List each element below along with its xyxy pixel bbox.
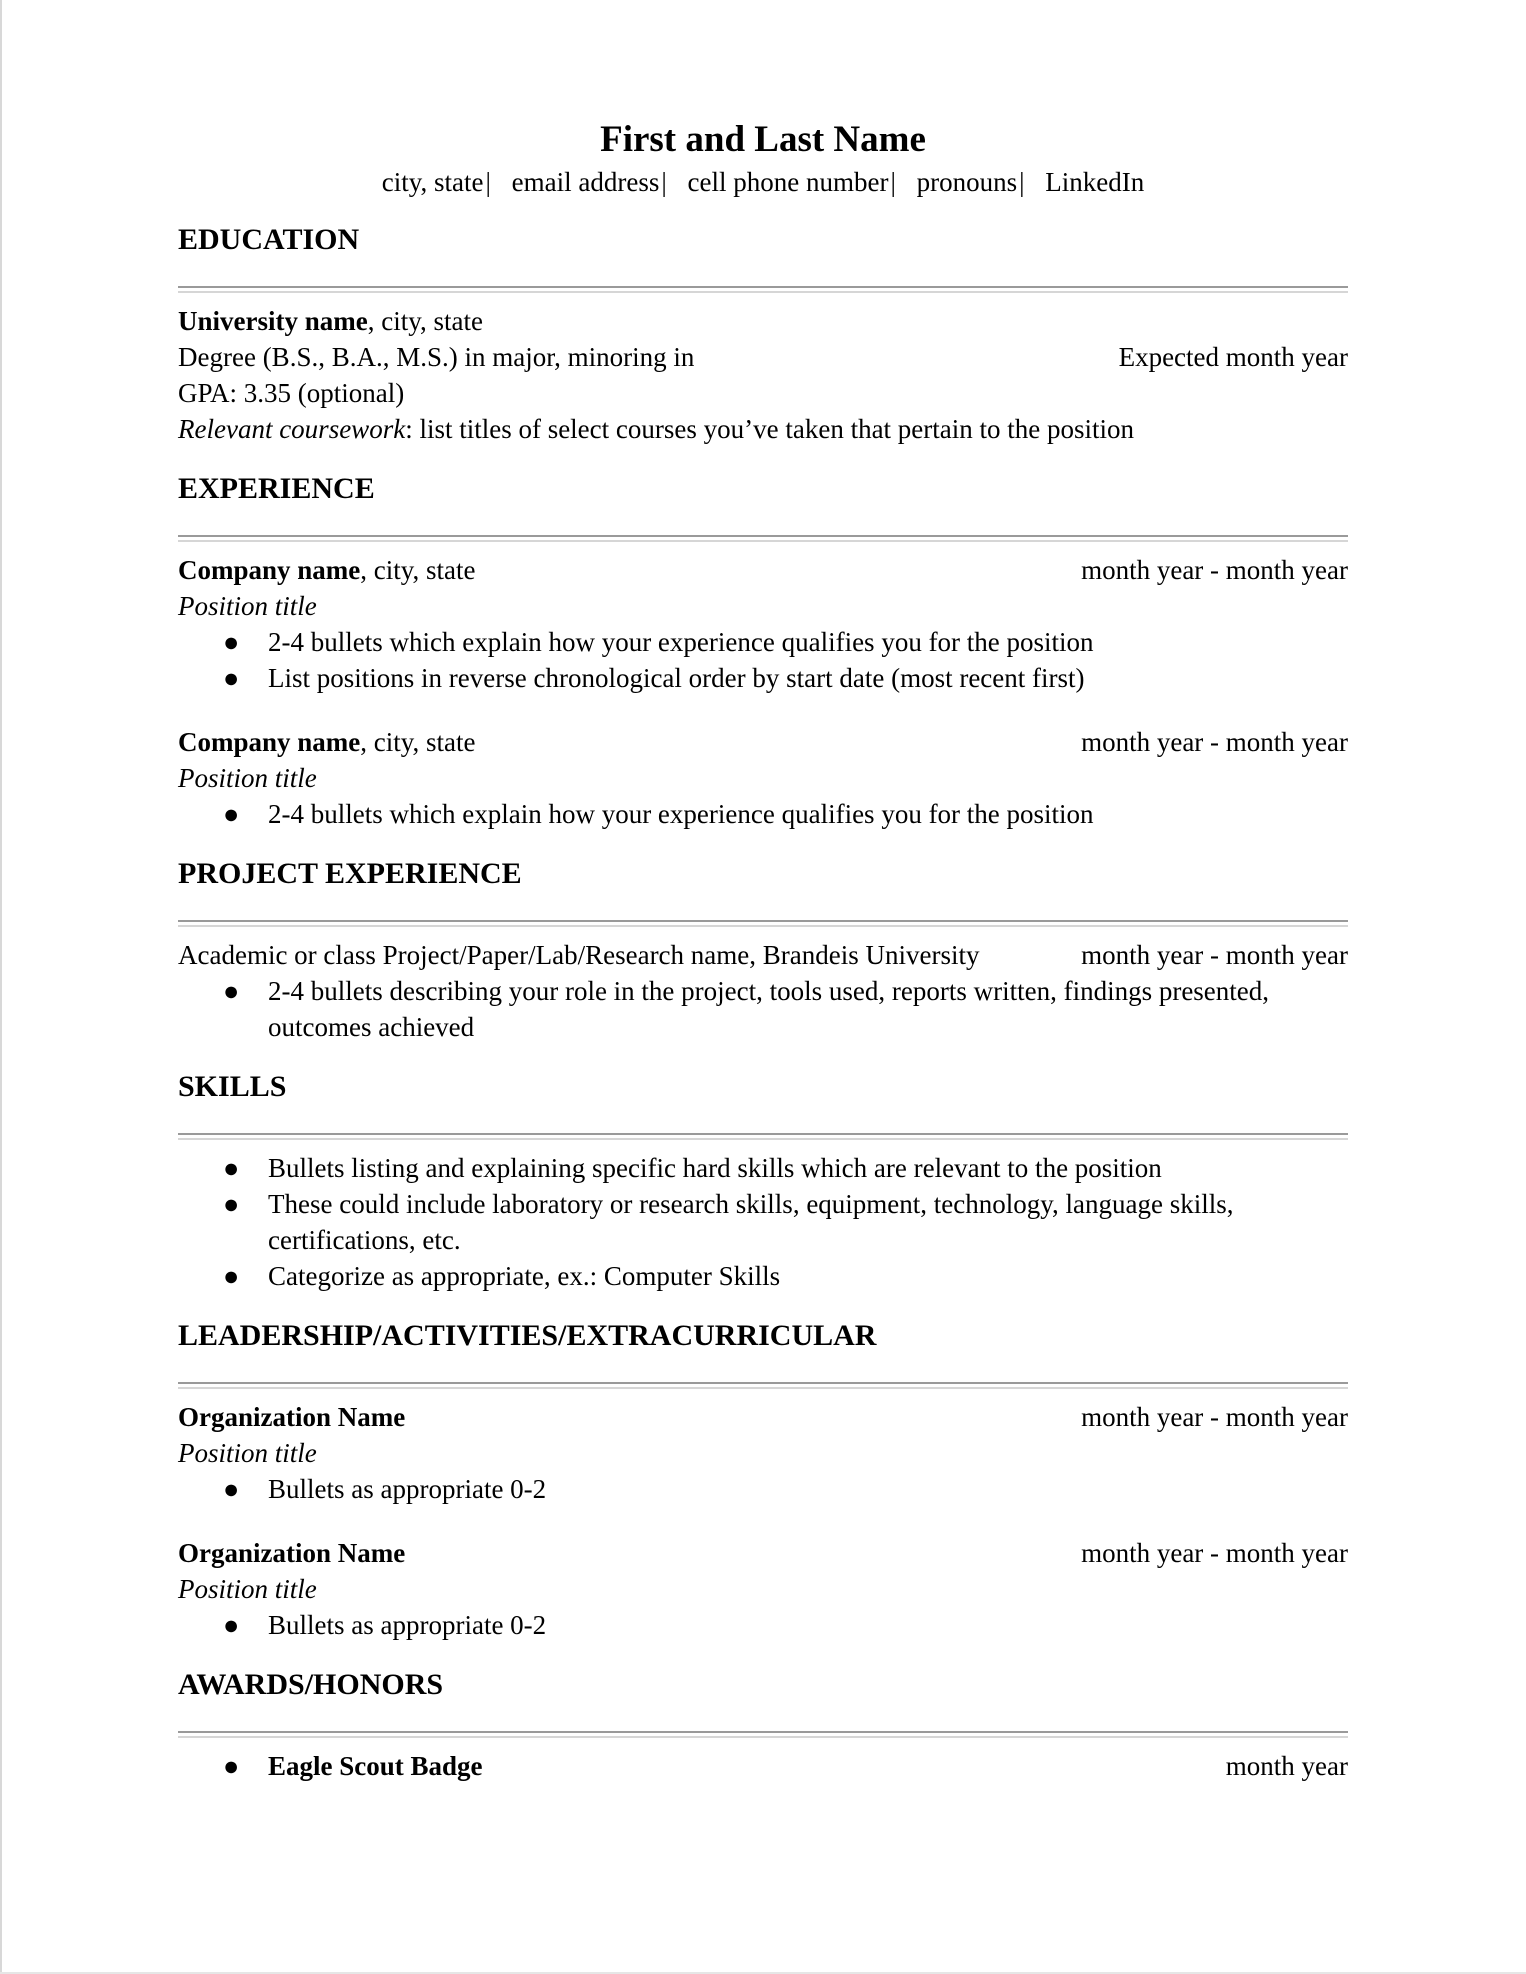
- bullet-icon: ●: [223, 1261, 240, 1291]
- employment-dates: month year - month year: [1081, 727, 1348, 757]
- list-item: ● Bullets listing and explaining specific hard skills which are relevant to the position: [178, 1150, 1348, 1186]
- coursework-text: : list titles of select courses you’ve taken that pertain to the position: [405, 414, 1135, 444]
- contact-location: city, state|: [381, 167, 491, 197]
- award-date: month year: [1225, 1751, 1348, 1781]
- bullet-icon: ●: [223, 1153, 240, 1183]
- list-item: ● These could include laboratory or research skills, equipment, technology, language skills, certifications, etc.: [178, 1186, 1348, 1258]
- list-item: ● Bullets as appropriate 0-2: [178, 1607, 1348, 1643]
- page-edge: [0, 0, 2, 1974]
- leadership-title: LEADERSHIP/ACTIVITIES/EXTRACURRICULAR: [178, 1319, 877, 1352]
- awards-title: AWARDS/HONORS: [178, 1668, 444, 1701]
- bullet-list: [178, 624, 1348, 696]
- project-line: [178, 937, 1348, 973]
- section-divider: [178, 535, 1348, 542]
- bullet-list: [178, 1150, 1348, 1294]
- experience-entry: [178, 724, 1348, 832]
- list-item: ● Bullets as appropriate 0-2: [178, 1471, 1348, 1507]
- leadership-section: [178, 1316, 1348, 1643]
- section-divider: [178, 286, 1348, 293]
- bullet-icon: ●: [223, 1610, 240, 1640]
- bullet-icon: ●: [223, 627, 240, 657]
- school-name: University name: [178, 306, 368, 336]
- degree-line: [178, 339, 1348, 375]
- list-item: ● 2-4 bullets which explain how your experience qualifies you for the position: [178, 624, 1348, 660]
- bullet-list: [178, 796, 1348, 832]
- list-item: ● Categorize as appropriate, ex.: Computer Skills: [178, 1258, 1348, 1294]
- company-location: , city, state: [360, 727, 476, 757]
- activity-dates: month year - month year: [1081, 1402, 1348, 1432]
- leadership-entry: [178, 1399, 1348, 1507]
- bullet-icon: ●: [223, 1474, 240, 1504]
- full-name: First and Last Name: [600, 119, 926, 160]
- list-item: ● 2-4 bullets which explain how your experience qualifies you for the position: [178, 796, 1348, 832]
- project-section: [178, 854, 1348, 1045]
- education-section: [178, 220, 1348, 447]
- bullet-list: [178, 1748, 1348, 1784]
- bullet-list: [178, 1471, 1348, 1507]
- position-title: Position title: [178, 763, 317, 793]
- section-divider: [178, 920, 1348, 927]
- bullet-icon: ●: [223, 799, 240, 829]
- resume-page: [178, 118, 1348, 1784]
- contact-pronouns: pronouns|: [916, 167, 1025, 197]
- section-divider: [178, 1731, 1348, 1738]
- leadership-entry: [178, 1535, 1348, 1643]
- resume-header: [178, 118, 1348, 200]
- coursework-label: Relevant coursework: [178, 414, 406, 444]
- skills-title: SKILLS: [178, 1070, 287, 1103]
- gpa-line: [178, 375, 1348, 411]
- bullet-icon: ●: [223, 663, 240, 693]
- contact-email: email address|: [511, 167, 667, 197]
- bullet-list: [178, 1607, 1348, 1643]
- section-divider: [178, 1382, 1348, 1389]
- position-title: Position title: [178, 1438, 317, 1468]
- section-divider: [178, 1133, 1348, 1140]
- bullet-icon: ●: [223, 1189, 240, 1219]
- experience-entry: [178, 552, 1348, 696]
- award-name: Eagle Scout Badge: [268, 1751, 483, 1781]
- position-title: Position title: [178, 591, 317, 621]
- bullet-icon: ●: [223, 1751, 240, 1781]
- contact-phone: cell phone number|: [687, 167, 896, 197]
- bullet-icon: ●: [223, 976, 240, 1006]
- coursework-line: [178, 411, 1348, 447]
- employment-dates: month year - month year: [1081, 555, 1348, 585]
- activity-dates: month year - month year: [1081, 1538, 1348, 1568]
- skills-section: [178, 1067, 1348, 1294]
- company-name: Company name: [178, 727, 361, 757]
- organization-name: Organization Name: [178, 1538, 406, 1568]
- list-item: ● List positions in reverse chronological order by start date (most recent first): [178, 660, 1348, 696]
- gpa-text: GPA: 3.35 (optional): [178, 378, 405, 408]
- school-location: , city, state: [367, 306, 483, 336]
- contact-line: [178, 164, 1348, 200]
- awards-section: [178, 1665, 1348, 1784]
- company-name: Company name: [178, 555, 361, 585]
- list-item: [178, 1748, 1348, 1784]
- position-title: Position title: [178, 1574, 317, 1604]
- company-location: , city, state: [360, 555, 476, 585]
- list-item: ● 2-4 bullets describing your role in the project, tools used, reports written, findings presented, outcomes achieved: [178, 973, 1348, 1045]
- experience-title: EXPERIENCE: [178, 472, 375, 505]
- bullet-list: [178, 973, 1348, 1045]
- project-name: Academic or class Project/Paper/Lab/Research name, Brandeis University: [178, 940, 980, 970]
- graduation-date: Expected month year: [1118, 342, 1348, 372]
- school-line: [178, 303, 1348, 339]
- degree-text: Degree (B.S., B.A., M.S.) in major, minoring in: [178, 342, 695, 372]
- project-dates: month year - month year: [1081, 940, 1348, 970]
- organization-name: Organization Name: [178, 1402, 406, 1432]
- experience-section: [178, 469, 1348, 832]
- contact-linkedin: LinkedIn: [1045, 167, 1145, 197]
- project-title: PROJECT EXPERIENCE: [178, 857, 522, 890]
- education-title: EDUCATION: [178, 223, 360, 256]
